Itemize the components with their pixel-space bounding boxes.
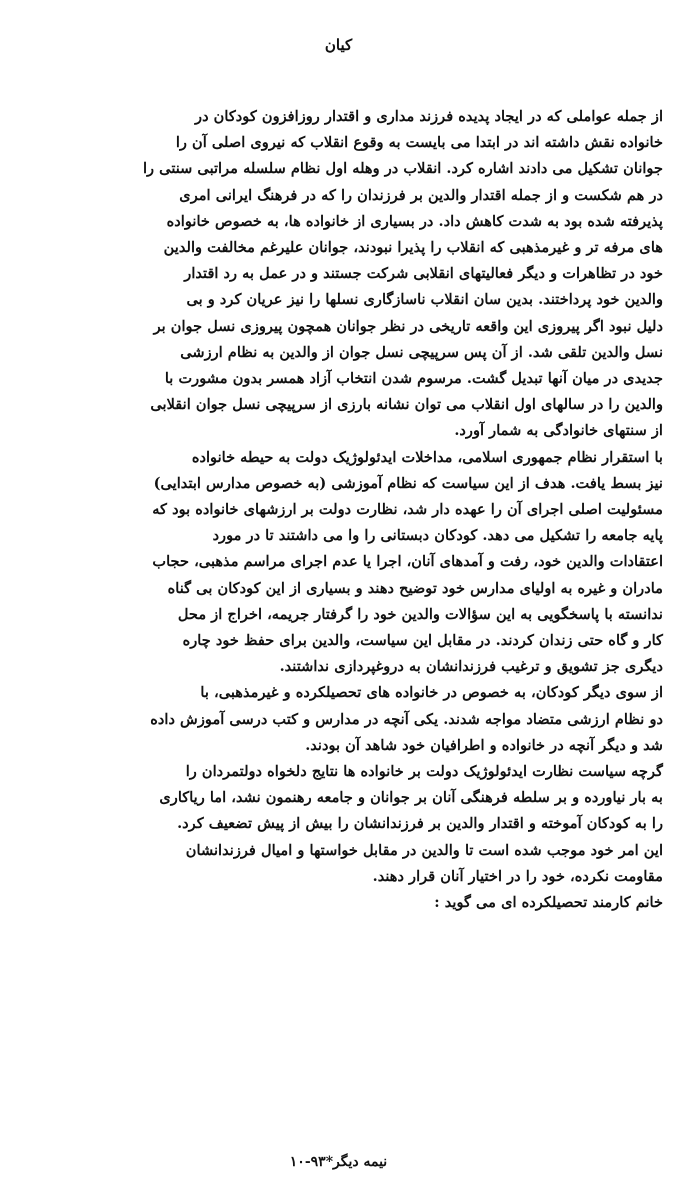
paragraph-5: خانم کارمند تحصیلکرده ای می گوید : (434, 894, 663, 912)
paragraph-4: گرچه سیاست نظارت ایدئولوژیک دولت بر خانواده ها نتایج دلخواه دولتمردان را به بار نیاورده و بر سلطه فرهنگی آنان بر جوانان و جامعه رهنمون نشد، اما ریاکاری را به کودکان آموخته و اقتدار والدین بر فرزندانشان را بیش از پیش تضعیف کرد. این امر خود موجب شده است تا والدین در مقابل خواستها و امیال فرزندانشان مقاومت نکرده، خود را در اختیار آنان قرار دهند. (159, 763, 663, 885)
paragraph-2: با استقرار نظام جمهوری اسلامی، مداخلات ایدئولوژیک دولت به حیطه خانواده نیز بسط یافت. هدف از این سیاست که نظام آموزشی (به خصوص مدارس ابتدایی) مسئولیت اصلی اجرای آن را عهده دار شد، نظارت دولت بر ارزشهای خانواده بود که پایه جامعه را تشکیل می دهد. کودکان دبستانی را وا می داشتند تا در مورد اعتقادات والدین خود، رفت و آمدهای آنان، اجرا یا عدم اجرای مراسم مذهبی، حجاب مادران و غیره به اولیای مدارس خود توضیح دهند و بسیاری از این کودکان بی گناه ندانسته با پاسخگویی به این سؤالات والدین خود را گرفتار جریمه، اخراج از محل کار و گاه حتی زندان کردند. در مقابل این سیاست، والدین برای حفظ خود چاره دیگری جز تشویق و ترغیب فرزندانشان به دروغپردازی نداشتند. (152, 448, 663, 676)
page-header-title: کیان (324, 36, 353, 54)
page-footer-label: نیمه دیگر*۹۳-۱۰ (289, 1154, 388, 1170)
paragraph-1: از جمله عواملی که در ایجاد پدیده فرزند مداری و اقتدار روزافزون کودکان در خانواده نقش داشته اند در ابتدا می بایست به وقوع انقلاب که نیروی اصلی آن را جوانان تشکیل می دادند اشاره کرد. انقلاب در وهله اول نظام سلسله مراتبی سنتی را در هم شکست و از جمله اقتدار والدین بر فرزندان را که در فرهنگ ایرانی امری پذیرفته شده بود به شدت کاهش داد. در بسیاری از خانواده ها، به خصوص خانواده های مرفه تر و غیرمذهبی که انقلاب را پذیرا نبودند، جوانان علیرغم مخالفت والدین خود در تظاهرات و دیگر فعالیتهای انقلابی شرکت جستند و در عمل به رد اقتدار والدین خود پرداختند. بدین سان انقلاب ناسازگاری نسلها را نیز عریان کرد و بی دلیل نبود اگر پیروزی این واقعه تاریخی در نظر جوانان همچون پیروزی نسل جوان بر نسل والدین تلقی شد. از آن پس سرپیچی نسل جوان از والدین به نظام ارزشی جدیدی در میان آنها تبدیل گشت. مرسوم شدن انتخاب آزاد همسر بدون مشورت با والدین را در سالهای اول انقلاب می توان نشانه بارزی از سرپیچی نسل جوان انقلابی از سنتهای خانوادگی به شمار آورد. (142, 108, 663, 440)
article-body (18, 104, 663, 916)
paragraph-3: از سوی دیگر کودکان، به خصوص در خانواده های تحصیلکرده و غیرمذهبی، با دو نظام ارزشی متضاد مواجه شدند. یکی آنچه در مدارس و کتب درسی آموزش داده شد و دیگر آنچه در خانواده و اطرافیان خود شاهد آن بودند. (150, 684, 663, 754)
